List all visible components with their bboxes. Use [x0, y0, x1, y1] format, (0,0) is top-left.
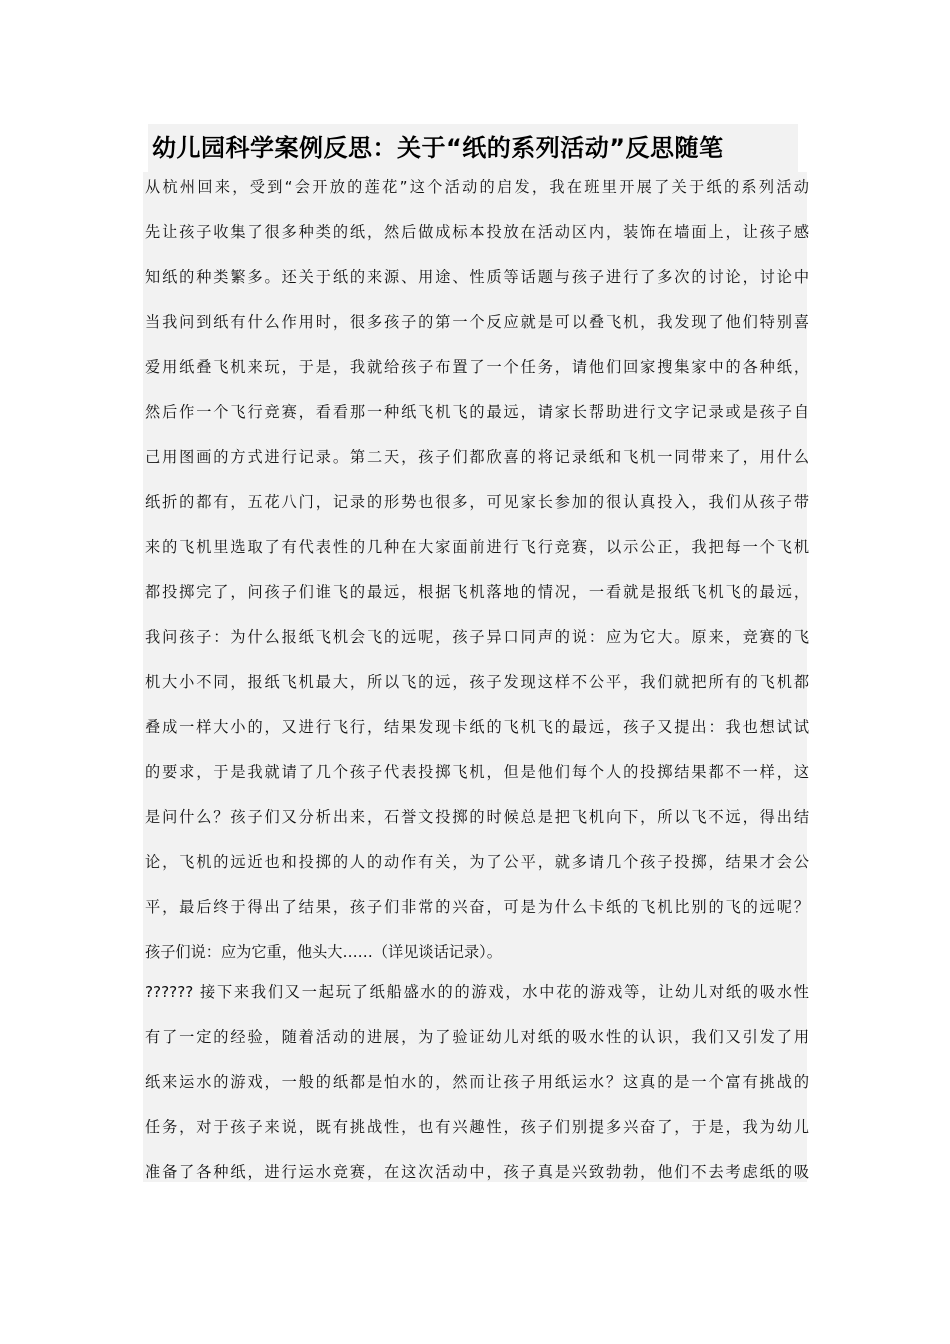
text-line: 有了一定的经验，随着活动的进展，为了验证幼儿对纸的吸水性的认识，我们又引发了用	[145, 1028, 809, 1046]
text-line: 平，最后终于得出了结果，孩子们非常的兴奋，可是为什么卡纸的飞机比别的飞的远呢？	[145, 898, 809, 916]
text-line: 纸来运水的游戏，一般的纸都是怕水的，然而让孩子用纸运水？这真的是一个富有挑战的	[145, 1073, 809, 1091]
text-line: 来的飞机里选取了有代表性的几种在大家面前进行飞行竞赛，以示公正，我把每一个飞机	[145, 538, 809, 556]
text-line: 爱用纸叠飞机来玩，于是，我就给孩子布置了一个任务，请他们回家搜集家中的各种纸，	[145, 358, 809, 376]
text-line: 从杭州回来，受到“会开放的莲花”这个活动的启发，我在班里开展了关于纸的系列活动	[145, 178, 809, 196]
text-line: 先让孩子收集了很多种类的纸，然后做成标本投放在活动区内，装饰在墙面上，让孩子感	[145, 223, 809, 241]
text-line: 己用图画的方式进行记录。第二天，孩子们都欣喜的将记录纸和飞机一同带来了，用什么	[145, 448, 809, 466]
text-line: 叠成一样大小的，又进行飞行，结果发现卡纸的飞机飞的最远，孩子又提出：我也想试试	[145, 718, 809, 736]
text-line: 论，飞机的远近也和投掷的人的动作有关，为了公平，就多请几个孩子投掷，结果才会公	[145, 853, 809, 871]
paragraph-1	[145, 165, 809, 975]
text-line: 是问什么？孩子们又分析出来，石誉文投掷的时候总是把飞机向下，所以飞不远，得出结	[145, 808, 809, 826]
text-line: 知纸的种类繁多。还关于纸的来源、用途、性质等话题与孩子进行了多次的讨论，讨论中	[145, 268, 809, 286]
paragraph-2	[145, 970, 809, 1195]
text-line: 准备了各种纸，进行运水竞赛，在这次活动中，孩子真是兴致勃勃，他们不去考虑纸的吸	[145, 1163, 809, 1181]
text-line: 然后作一个飞行竞赛，看看那一种纸飞机飞的最远，请家长帮助进行文字记录或是孩子自	[145, 403, 809, 421]
text-line: 机大小不同，报纸飞机最大，所以飞的远，孩子发现这样不公平，我们就把所有的飞机都	[145, 673, 809, 691]
text-line: 孩子们说：应为它重，他头大……（详见谈话记录）。	[145, 943, 502, 961]
document-title: 幼儿园科学案例反思：关于“纸的系列活动”反思随笔	[152, 134, 724, 162]
text-line: ?????? 接下来我们又一起玩了纸船盛水的的游戏，水中花的游戏等，让幼儿对纸的吸水性	[145, 983, 809, 1001]
text-line: 当我问到纸有什么作用时，很多孩子的第一个反应就是可以叠飞机，我发现了他们特别喜	[145, 313, 809, 331]
text-line: 都投掷完了，问孩子们谁飞的最远，根据飞机落地的情况，一看就是报纸飞机飞的最远，	[145, 583, 809, 601]
text-line: 纸折的都有，五花八门，记录的形势也很多，可见家长参加的很认真投入，我们从孩子带	[145, 493, 809, 511]
text-line: 任务，对于孩子来说，既有挑战性，也有兴趣性，孩子们别提多兴奋了，于是，我为幼儿	[145, 1118, 809, 1136]
text-line: 的要求，于是我就请了几个孩子代表投掷飞机，但是他们每个人的投掷结果都不一样，这	[145, 763, 809, 781]
text-line: 我问孩子：为什么报纸飞机会飞的远呢，孩子异口同声的说：应为它大。原来，竞赛的飞	[145, 628, 809, 646]
